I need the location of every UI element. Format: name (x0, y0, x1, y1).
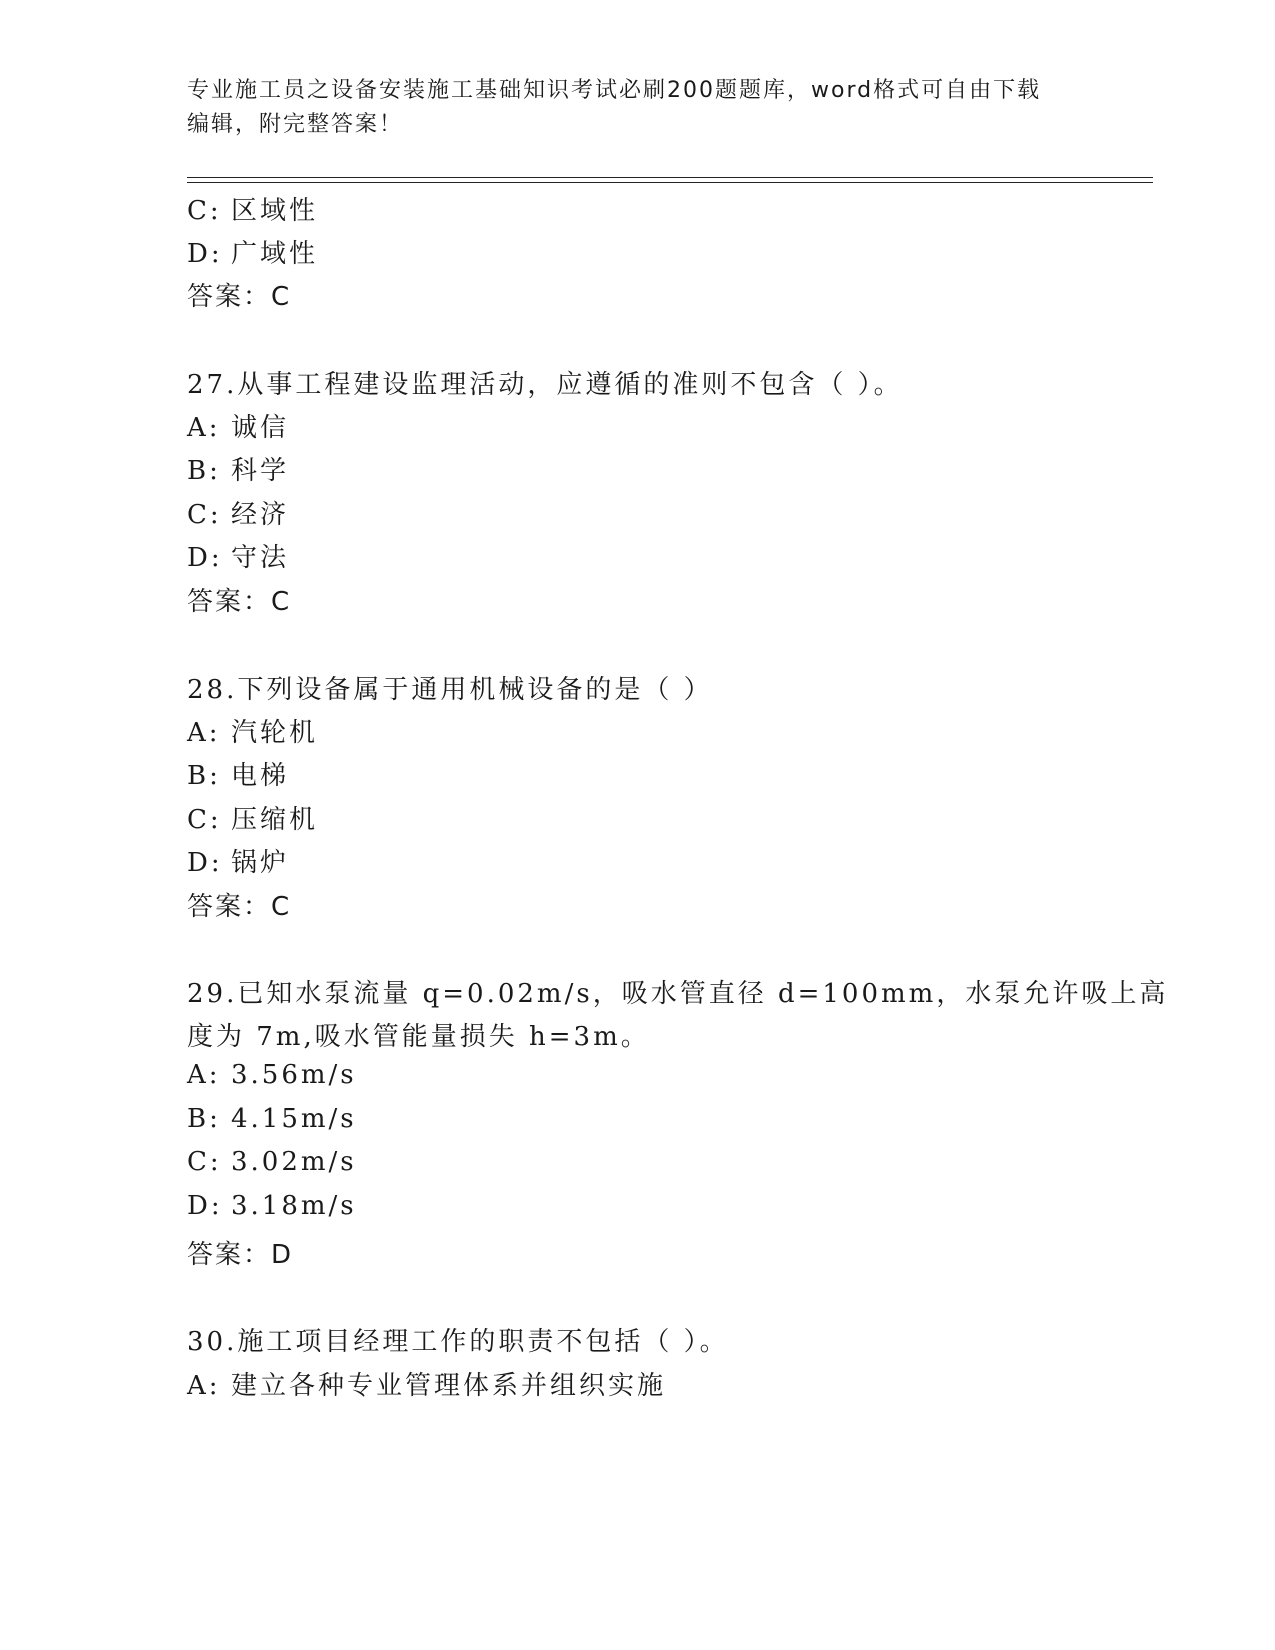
question-29-option-d: D: 3.18m/s (187, 1191, 357, 1221)
option-d: D: 广域性 (187, 239, 319, 269)
question-28-answer: 答案：C (187, 892, 292, 922)
question-30-stem: 30.施工项目经理工作的职责不包括（ ）。 (187, 1327, 729, 1357)
question-27-answer: 答案：C (187, 587, 292, 617)
question-29-stem-line-2: 度为 7m,吸水管能量损失 h=3m。 (187, 1022, 650, 1052)
header-divider-top (187, 177, 1153, 178)
header-title-line-1: 专业施工员之设备安装施工基础知识考试必刷200题题库，word格式可自由下载 (187, 78, 1042, 103)
question-27-option-d: D: 守法 (187, 543, 290, 573)
option-c: C: 区域性 (187, 196, 319, 226)
answer-line: 答案：C (187, 282, 292, 312)
question-29-option-c: C: 3.02m/s (187, 1147, 357, 1177)
question-28-stem: 28.下列设备属于通用机械设备的是（ ） (187, 675, 713, 705)
question-27-option-b: B: 科学 (187, 456, 290, 486)
question-29-answer: 答案：D (187, 1240, 294, 1270)
question-28-option-c: C: 压缩机 (187, 805, 319, 835)
question-28-option-a: A: 汽轮机 (187, 718, 319, 748)
question-29-option-a: A: 3.56m/s (187, 1060, 357, 1090)
header-title-line-2: 编辑，附完整答案！ (187, 112, 404, 137)
question-27-option-a: A: 诚信 (187, 413, 290, 443)
question-29-stem-line-1: 29.已知水泵流量 q=0.02m/s，吸水管直径 d=100mm，水泵允许吸上高 (187, 979, 1169, 1009)
question-28-option-b: B: 电梯 (187, 761, 290, 791)
question-27-option-c: C: 经济 (187, 500, 290, 530)
question-30-option-a: A: 建立各种专业管理体系并组织实施 (187, 1371, 667, 1401)
question-29-option-b: B: 4.15m/s (187, 1104, 357, 1134)
header-divider-bottom (187, 182, 1153, 183)
document-header (187, 74, 1067, 142)
question-28-option-d: D: 锅炉 (187, 848, 290, 878)
question-27-stem: 27.从事工程建设监理活动，应遵循的准则不包含（ ）。 (187, 370, 903, 400)
